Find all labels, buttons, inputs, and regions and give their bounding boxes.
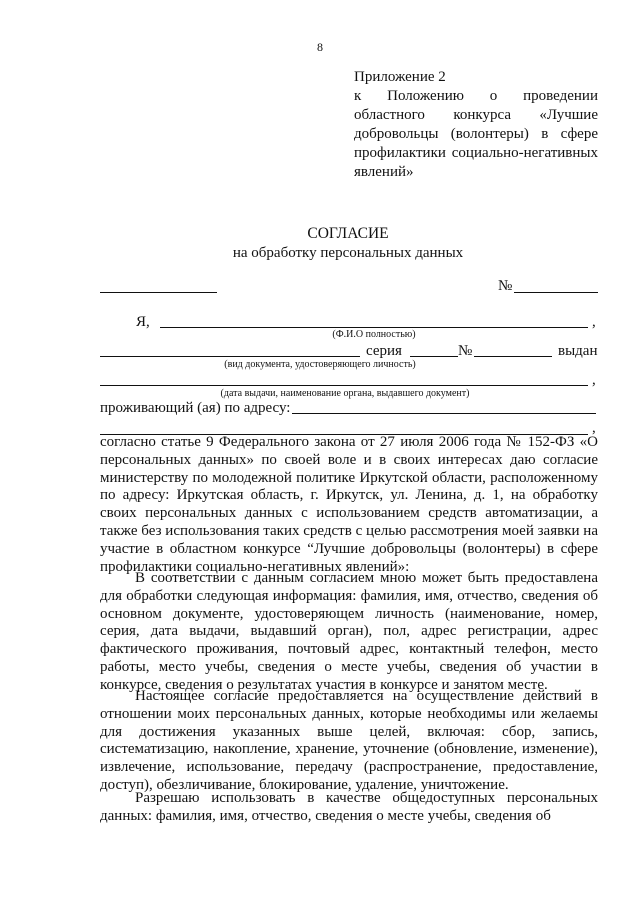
issued-label: выдан: [558, 343, 598, 359]
number-label: №: [498, 278, 513, 294]
paragraph-actions: Настоящее согласие предоставляется на осуществление действий в отношении моих персональных данных, которые необходимы или желаемы для достижения указанных выше целей, включая: сбор, запись, систематизацию, накопление, хранение, уточнение (обновление, изменение), извлечение, использование, передачу (распространение, предоставление, доступ), обезличивание, блокирование, удаление, уничтожение.: [100, 688, 598, 793]
page-number: 8: [317, 40, 323, 54]
date-field-line: [100, 292, 217, 293]
doc-type-field-line: [100, 356, 360, 357]
fio-hint: (Ф.И.О полностью): [332, 329, 416, 340]
number-field-line: [514, 292, 598, 293]
document-title: СОГЛАСИЕ: [307, 225, 389, 242]
paragraph-information-list: В соответствии с данным согласием мною может быть предоставлена для обработки следующая информация: фамилия, имя, отчество, сведения об основном документе, удостоверяющем личность (наименование, номер, серия, дата выдачи, выдавший орган), пол, адрес регистрации, адрес фактического проживания, почтовый адрес, контактный телефон, место работы, место учебы, сведения о месте учебы, сведения об участии в конкурсе, сведения о результатах участия в конкурсе и занятом месте.: [100, 570, 598, 693]
fio-comma: ,: [592, 314, 596, 330]
paragraph-public-data: Разрешаю использовать в качестве общедоступных персональных данных: фамилия, имя, отчество, сведения о месте учебы, сведения об: [100, 790, 598, 824]
issue-field-line: [100, 385, 588, 386]
document-subtitle: на обработку персональных данных: [232, 245, 464, 261]
issue-hint: (дата выдачи, наименование органа, выдавшего документ): [220, 388, 470, 399]
series-label: серия: [366, 343, 402, 359]
paragraph-consent-basis: согласно статье 9 Федерального закона от 27 июля 2006 года № 152-ФЗ «О персональных данных» по своей воле и в своих интересах даю согласие министерству по молодежной политике Иркутской области, расположенному по адресу: Иркутская область, г. Иркутск, ул. Ленина, д. 1, на обработку своих персональных данных с использованием средств автоматизации, а также без использования таких средств с целью рассмотрения моей заявки на участие в областном конкурсе “Лучшие добровольцы (волонтеры) в сфере профилактики социально-негативных явлений»:: [100, 434, 598, 575]
address-comma: ,: [592, 420, 596, 436]
appendix-title: Приложение 2: [354, 69, 446, 85]
appendix-block: [354, 68, 598, 182]
appendix-body: к Положению о проведении областного конкурса «Лучшие добровольцы (волонтеры) в сфере профилактики социально-негативных явлений»: [354, 88, 598, 180]
fio-field-line: [160, 327, 588, 328]
series-field-line: [410, 356, 458, 357]
address-field-line-1: [292, 413, 596, 414]
issue-comma: ,: [592, 372, 596, 388]
address-label: проживающий (ая) по адресу:: [100, 400, 291, 416]
doc-type-hint: (вид документа, удостоверяющего личность): [224, 359, 416, 370]
i-label: Я,: [136, 314, 150, 330]
doc-number-field-line: [474, 356, 552, 357]
doc-number-label: №: [458, 343, 473, 359]
